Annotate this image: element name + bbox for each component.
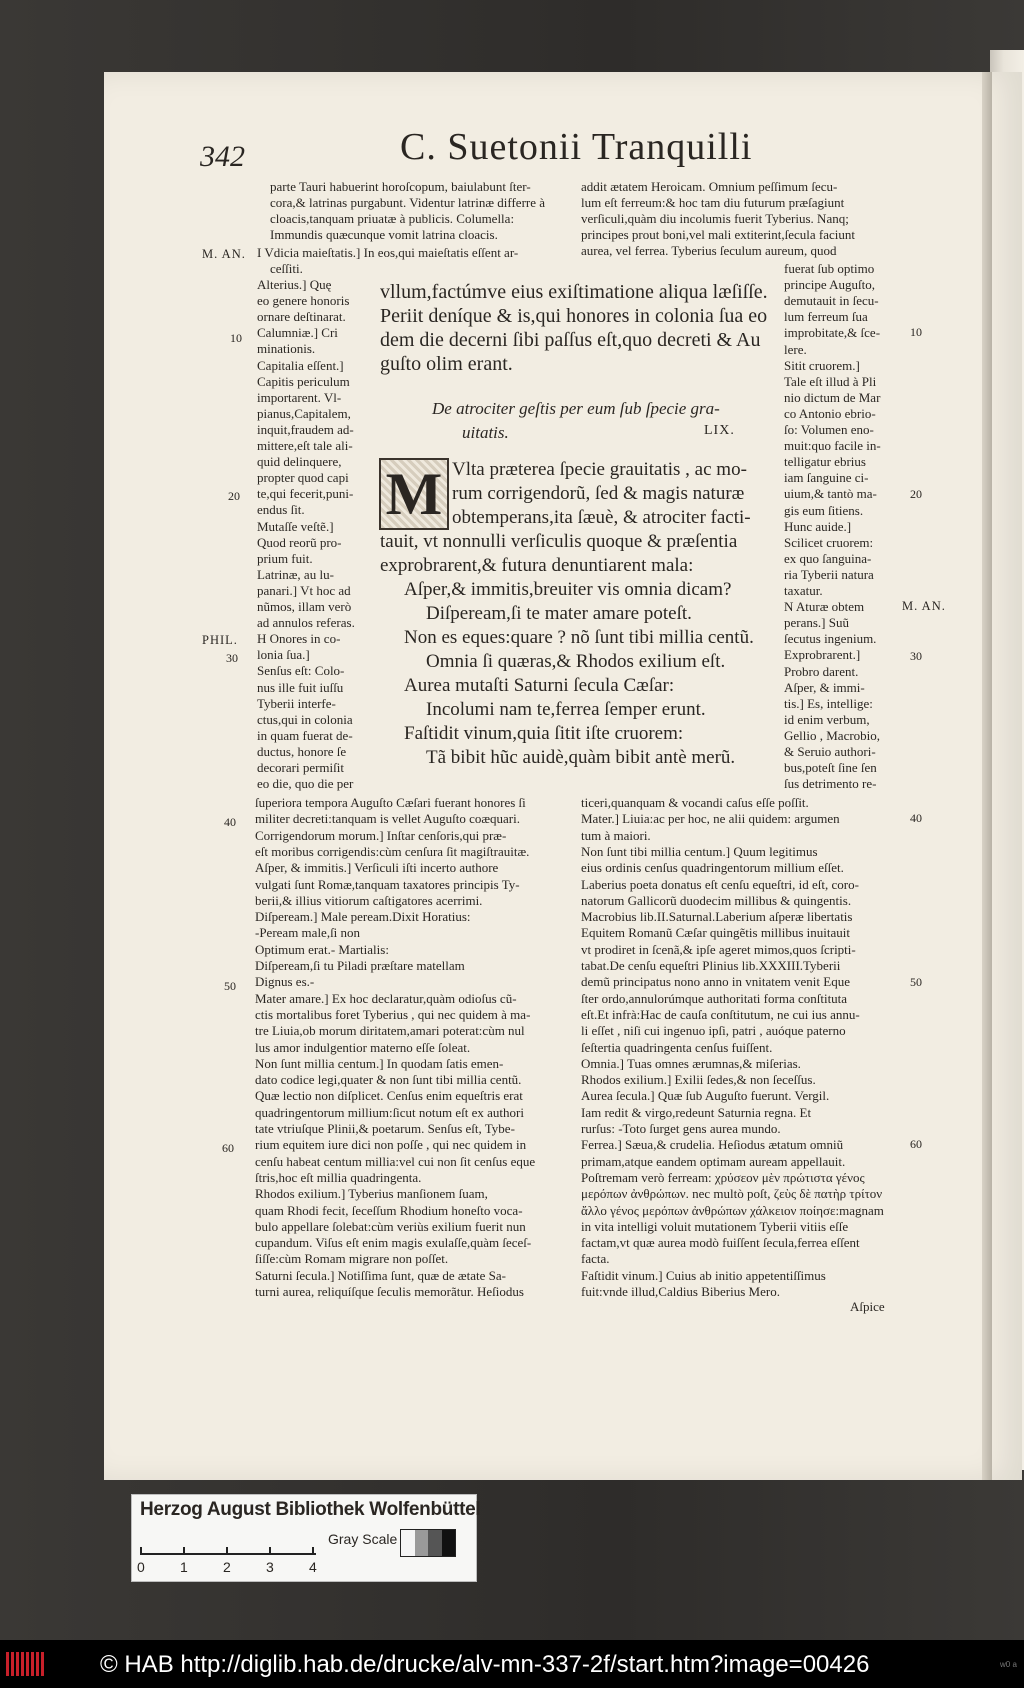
gloss-line: pianus,Capitalem, [257, 405, 351, 421]
commentary-line: Mater.] Liuia:ac per hoc, ne alii quidem: argumen [581, 811, 840, 827]
gloss-line: Senſus eſt: Colo- [257, 663, 345, 679]
verse-line: Aſper,& immitis,breuiter vis omnia dicam? [404, 579, 732, 600]
gloss-line: H Onores in co- [257, 631, 341, 647]
gloss-line: ria Tyberii natura [784, 566, 874, 582]
commentary-line: bulo appellare ſolebat:cùm veriùs exilium fuerit nun [255, 1218, 526, 1234]
line-number-left-30: 30 [226, 651, 238, 665]
commentary-line: vt prodiret in ſcenã,& ipſe ageret mimos,quos ſcripti- [581, 941, 856, 957]
commentary-line: Diſpeream.] Male peream.Dixit Horatius: [255, 909, 471, 925]
gloss-iudicia: I Vdicia maieſtatis.] In eos,qui maieſtatis eſſent ar- [257, 245, 519, 260]
gloss-line: Scilicet cruorem: [784, 534, 874, 550]
commentary-line: ticeri,quanquam & vocandi caſus eſſe poſſit. [581, 795, 809, 810]
commentary-line: Dignus es.- [255, 974, 315, 990]
commentary-line: ſter ordo,annulorúmque authoritati forma conſtituta [581, 990, 848, 1006]
gloss-line: te,qui fecerit,puni- [257, 486, 354, 502]
line-number-right-30: 30 [910, 649, 922, 663]
hab-logo-icon [6, 1652, 46, 1676]
commentary-line: Iam redit & virgo,redeunt Saturnia regna. Et [581, 1104, 812, 1120]
commentary-line: cenſu habeat centum millia:vel cui non ſit cenſus eque [255, 1153, 536, 1169]
gloss-line: ſecutus ingenium. [784, 631, 877, 647]
commentary-line: addit ætatem Heroicam. Omnium peſſimum ſecu- [581, 179, 838, 194]
gloss-line: Capitalia eſſent.] [257, 357, 344, 373]
commentary-line: factam,vt quæ aurea modò fuiſſent ſecula,ferrea eſſent [581, 1235, 860, 1251]
drop-cap-initial: M [379, 458, 449, 530]
verse-line: Tã bibit hũc auidè,quàm bibit antè merũ. [426, 747, 736, 768]
commentary-line: Rhodos exilium.] Tyberius manſionem ſuam, [255, 1186, 488, 1202]
ruler-tick [269, 1547, 271, 1555]
gloss-line: inquit,fraudem ad- [257, 421, 354, 437]
gloss-line: muit:quo facile in- [784, 438, 881, 454]
gloss-line: & Seruio authori- [784, 744, 876, 759]
verse-line: Non es eques:quare ? nõ ſunt tibi millia centũ. [404, 627, 754, 648]
gloss-line: Probro darent. [784, 663, 859, 679]
commentary-line: eius ordinis cenſus quadringentorum millium eſſet. [581, 860, 844, 876]
commentary-line: eſt.Et infrà:Hac de cauſa conſtitutum, ne cui ius annu- [581, 1006, 860, 1022]
gloss-line: gis eum ſitiens. [784, 502, 864, 518]
gloss-line: Latrinæ, au lu- [257, 566, 334, 582]
gray-swatches [400, 1529, 456, 1557]
gloss-line: eo die, quo die per [257, 776, 354, 792]
gloss-line: nio dictum de Mar [784, 389, 881, 405]
page-gutter [982, 72, 992, 1480]
gloss-line: Mutaſſe veſtẽ.] [257, 518, 334, 534]
commentary-line: rium equitem iure dici non poſſe , qui nec quidem in [255, 1137, 527, 1153]
gloss-line: nũmos, illam verò [257, 599, 352, 614]
commentary-line: tre Liuia,ob morum diritatem,amari poterat:cùm nul [255, 1023, 525, 1039]
gloss-line: eo genere honoris [257, 293, 350, 309]
swatch-dark [428, 1530, 442, 1556]
line-number-right-50: 50 [910, 975, 922, 989]
commentary-line: li eſſet , niſi cui ingenuo ipſi, patri , auóque paterno [581, 1023, 846, 1039]
chapter-heading-line2: uitatis. [462, 423, 509, 442]
commentary-line: -Peream male,ſi non [255, 925, 361, 941]
commentary-line: verſiculi,quàm diu incolumis fuerit Tyberius. Nanq; [581, 211, 849, 226]
main-text-line: Vlta præterea ſpecie grauitatis , ac mo- [452, 459, 747, 480]
commentary-line: Corrigendorum morum.] Inſtar cenſoris,qui præ- [255, 827, 507, 843]
gloss-line: Sitit cruorem.] [784, 357, 860, 373]
verse-line: Aurea mutaſti Saturni ſecula Cæſar: [404, 675, 675, 696]
gloss-line: telligatur ebrius [784, 454, 866, 470]
commentary-line: cloacis,tanquam priuatæ à publicis. Columella: [270, 211, 515, 226]
color-calibration-card [131, 1494, 481, 1582]
gloss-line: ſus detrimento re- [784, 776, 877, 792]
main-text-line: Periit deníque & is,qui honores in colonia ſua eo [380, 305, 768, 327]
commentary-line: Mater amare.] Ex hoc declaratur,quàm odioſus cũ- [255, 990, 517, 1006]
ruler-tick [183, 1547, 185, 1555]
gloss-line: propter quod capi [257, 470, 349, 486]
commentary-line: dato codice legi,quater & non ſunt tibi millia centũ. [255, 1072, 522, 1088]
commentary-line: rurſus: -Toto ſurget gens aurea mundo. [581, 1121, 781, 1136]
commentary-line: Aurea ſecula.] Quæ ſub Auguſto fuerunt. Vergil. [581, 1088, 830, 1104]
gloss-line: Hunc auide.] [784, 518, 852, 534]
gloss-line: principe Auguſto, [784, 277, 875, 293]
commentary-line: ctis mortalibus foret Tyberius , qui nec quidem à ma- [255, 1006, 531, 1022]
commentary-line: lum eſt ferreum:& hoc tam diu futurum præſagiunt [581, 195, 845, 210]
commentary-line: cupandum. Viſus eſt enim magis exulaſſe,quàm ſeceſ- [255, 1235, 532, 1251]
commentary-line: ſeſtertia quadringenta cenſus fuiſſent. [581, 1039, 773, 1055]
commentary-line: tate vtriuſque Plinii,& poetarum. Senſus eſt, Tybe- [255, 1121, 515, 1136]
commentary-line: ſtris,hoc eſt millia quadringenta. [255, 1169, 422, 1185]
gloss-line: co Antonio ebrio- [784, 405, 876, 421]
commentary-line: Laberius poeta donatus eſt cenſu equeſtri, id eſt, coro- [581, 876, 859, 892]
commentary-line: militer decreti:tanquam is vellet Auguſto coæquari. [255, 811, 520, 827]
margin-label-man-right: M. AN. [902, 599, 946, 613]
ruler-number: 3 [266, 1559, 274, 1575]
commentary-line: Diſpeream,ſi tu Piladi præſtare matellam [255, 958, 465, 973]
verse-line: Diſpeream,ſi te mater amare poteſt. [426, 603, 692, 624]
gloss-iudicia-cont: ceſſiti. [270, 261, 303, 276]
gloss-line: ductus, honore ſe [257, 743, 347, 759]
commentary-line: Omnia.] Tuas omnes ærumnas,& miſerias. [581, 1055, 801, 1071]
verse-line: Incolumi nam te,ferrea ſemper erunt. [426, 699, 706, 720]
gloss-line: perans.] Suũ [784, 615, 849, 631]
gloss-line: Capitis periculum [257, 373, 350, 389]
gloss-line: Quod reorũ pro- [257, 534, 342, 550]
gloss-line: Calumniæ.] Cri [257, 325, 338, 341]
gloss-line: ſo: Volumen eno- [784, 422, 874, 437]
commentary-line: Equitem Romanũ Cæſar quingẽtis millibus inuitauit [581, 925, 851, 941]
commentary-line: lus amor indulgentior materno eſſe ſoleat. [255, 1039, 471, 1055]
running-head: C. Suetonii Tranquilli [400, 126, 753, 168]
line-number-left-20: 20 [228, 489, 240, 503]
commentary-line: cora,& latrinas purgabunt. Videntur latrinæ differre à [270, 195, 546, 210]
gloss-line: iam ſanguine ci- [784, 470, 869, 486]
commentary-line: tabat.De cenſu equeſtri Plinius lib.XXXIII.Tyberii [581, 958, 841, 973]
verse-line: Omnia ſi quæras,& Rhodos exilium eſt. [426, 651, 726, 672]
chapter-number: LIX. [704, 423, 735, 438]
commentary-line: natorum Gallicorũ duodecim millibus & quingentis. [581, 892, 852, 908]
ruler-number: 1 [180, 1559, 188, 1575]
gloss-line: quid delinquere, [257, 454, 342, 470]
commentary-line: in vita intelligi voluit mutationem Tyberii vitiis eſſe [581, 1218, 849, 1234]
commentary-line: ſuperiora tempora Auguſto Cæſari fuerant honores ſi [255, 795, 526, 810]
gloss-line: prium fuit. [257, 550, 313, 566]
line-number-left-60: 60 [222, 1141, 234, 1155]
line-number-right-10: 10 [910, 325, 922, 339]
swatch-light [415, 1530, 429, 1556]
gloss-line: lere. [784, 341, 807, 357]
gloss-line: ctus,qui in colonia [257, 711, 353, 727]
footer-bar [0, 1640, 1024, 1688]
commentary-line: Macrobius lib.II.Saturnal.Laberium aſperæ libertatis [581, 909, 853, 925]
main-text-line: vllum,factúmve eius exiſtimatione aliqua læſiſſe. [380, 281, 768, 303]
commentary-line: principes prout boni,vel mali extiterint,ſecula faciunt [581, 227, 855, 242]
gloss-line: tis.] Es, intellige: [784, 695, 873, 711]
footer-url-text[interactable]: © HAB http://diglib.hab.de/drucke/alv-mn-337-2f/start.htm?image=00426 [100, 1651, 870, 1678]
commentary-line: fuit:vnde illud,Caldius Biberius Mero. [581, 1284, 780, 1299]
gloss-line: Exprobrarent.] [784, 647, 861, 663]
margin-label-phil: PHIL. [202, 633, 238, 647]
line-number-right-40: 40 [910, 811, 922, 825]
gloss-line: decorari permiſit [257, 760, 344, 775]
commentary-line: ἄλλο γένος μερόπων ἀνθρώπων χάλκειον ποίησε:magnam [581, 1202, 884, 1218]
gloss-line: panari.] Vt hoc ad [257, 582, 351, 598]
commentary-line: Optimum erat.- Martialis: [255, 941, 389, 957]
commentary-line: Faſtidit vinum.] Cuius ab initio appetentiſſimus [581, 1267, 826, 1283]
line-number-left-40: 40 [224, 815, 236, 829]
commentary-line: Non ſunt millia centum.] In quodam ſatis emen- [255, 1055, 504, 1071]
commentary-line: eſt moribus corrigendis:cùm cenſura ſit magiſtrauitæ. [255, 843, 530, 859]
gloss-line: uium,& tantò ma- [784, 486, 877, 502]
line-number-left-10: 10 [230, 331, 242, 345]
ruler-line [140, 1553, 316, 1555]
gloss-line: N Aturæ obtem [784, 599, 865, 615]
commentary-line: demũ principatus nono anno in vnitatem venit Eque [581, 974, 850, 990]
commentary-line: quam Rhodi fecit, ſeceſſum Rhodium honeſto voca- [255, 1202, 523, 1218]
gloss-line: Tyberii interfe- [257, 695, 336, 711]
gloss-line: taxatur. [784, 583, 823, 598]
gray-scale-label: Gray Scale [328, 1531, 398, 1547]
ruler-tick [312, 1547, 314, 1555]
ruler-tick [140, 1547, 142, 1555]
ruler-number: 0 [137, 1559, 145, 1575]
catchword: Aſpice [850, 1299, 885, 1314]
swatch-black [442, 1530, 456, 1556]
commentary-line: Immundis quæcunque vomit latrina cloacis. [270, 227, 498, 242]
commentary-line: Ferrea.] Sæua,& crudelia. Heſiodus ætatum omniũ [581, 1137, 844, 1153]
gloss-line: lonia ſua.] [257, 647, 310, 663]
commentary-line: turni aurea, reliquíſque ſeculis memorãtur. Heſiodus [255, 1284, 524, 1299]
gloss-line: minationis. [257, 341, 316, 357]
commentary-line: primam,atque eandem optimam auream appellauit. [581, 1153, 846, 1169]
gloss-line: lum ferreum ſua [784, 309, 868, 325]
gloss-line: fuerat ſub optimo [784, 261, 875, 276]
commentary-line: Non ſunt tibi millia centum.] Quum legitimus [581, 843, 818, 859]
ruler-tick [226, 1547, 228, 1555]
ruler-number: 2 [223, 1559, 231, 1575]
gloss-line: ad annulos referas. [257, 615, 355, 631]
commentary-line: facta. [581, 1251, 610, 1267]
main-text-line: dem die decerni ſibi paſſus eſt,quo decreti & Au [380, 329, 761, 351]
gloss-line: improbitate,& ſce- [784, 325, 881, 341]
card-title: Herzog August Bibliothek Wolfenbüttel [140, 1499, 481, 1520]
commentary-line: Aſper, & immitis.] Verſiculi iſti incerto authore [255, 860, 499, 876]
commentary-line: Quæ lectio non diſplicet. Cenſus enim equeſtris erat [255, 1088, 523, 1104]
gloss-line: Gellio , Macrobio, [784, 727, 881, 743]
commentary-line: Rhodos exilium.] Exilii ſedes,& non ſeceſſus. [581, 1072, 816, 1088]
verse-line: Faſtidit vinum,quia ſitit iſte cruorem: [404, 723, 684, 744]
main-text-line: exprobrarent,& futura denuntiarent mala: [380, 555, 694, 576]
margin-label-man-top: M. AN. [202, 247, 246, 261]
commentary-line: Saturni ſecula.] Notiſſima ſunt, quæ de ætate Sa- [255, 1267, 506, 1283]
gloss-line: endus ſit. [257, 502, 305, 518]
commentary-line: berii,& illius vitiorum caſtigatores acerrimi. [255, 892, 483, 908]
line-number-left-50: 50 [224, 979, 236, 993]
swatch-white [401, 1530, 415, 1556]
commentary-line: aurea, vel ferrea. Tyberius ſeculum aureum, quod [581, 243, 837, 258]
commentary-line: tum à maiori. [581, 827, 651, 843]
gloss-line: Tale eſt illud à Pli [784, 373, 877, 389]
main-text-line: tauit, vt nonnulli verſiculis quoque & præſentia [380, 531, 738, 552]
gloss-line: id enim verbum, [784, 711, 870, 727]
chapter-heading-line1: De atrociter geſtis per eum ſub ſpecie gra- [432, 399, 720, 418]
commentary-line: quadringentorum millium:ſicut notum eſt ex authori [255, 1104, 524, 1120]
gloss-line: bus,poteſt ſine ſen [784, 760, 877, 776]
gloss-line: demutauit in ſecu- [784, 293, 879, 309]
gloss-line: importarent. Vl- [257, 389, 342, 405]
gloss-line: ex quo ſanguina- [784, 550, 872, 566]
commentary-line: ſiſſe:cùm Romam migrare non poſſet. [255, 1251, 449, 1267]
main-text-line: obtemperans,ita ſæuè, & atrociter facti- [452, 507, 751, 528]
ruler-number: 4 [309, 1559, 317, 1575]
gloss-line: nus ille fuit iuſſu [257, 679, 344, 695]
gloss-line: mittere,eſt tale ali- [257, 438, 353, 453]
gloss-line: in quam fuerat de- [257, 727, 353, 743]
footer-corner-mark: w0 a [1000, 1660, 1017, 1669]
line-number-right-20: 20 [910, 487, 922, 501]
commentary-line: Poſtremam verò ferream: χρύσεον μὲν πρώτιστα γένος [581, 1169, 865, 1185]
line-number-right-60: 60 [910, 1137, 922, 1151]
main-text-line: rum corrigendorũ, ſed & magis naturæ [452, 483, 745, 504]
gloss-line: Aſper, & immi- [784, 679, 865, 695]
commentary-line: vulgati ſunt Romæ,tanquam taxatores principis Ty- [255, 876, 520, 892]
commentary-line: μερόπων ἀνθρώπων. nec multò poſt, ζεὺς δὲ πατὴρ τρίτον [581, 1186, 883, 1202]
gloss-line: Alterius.] Quę [257, 277, 332, 292]
page-number: 342 [200, 140, 245, 173]
commentary-line: parte Tauri habuerint horoſcopum, baiulabunt ſter- [270, 179, 531, 194]
gloss-line: ornare deſtinarat. [257, 309, 346, 325]
main-text-line: guſto olim erant. [380, 353, 513, 375]
